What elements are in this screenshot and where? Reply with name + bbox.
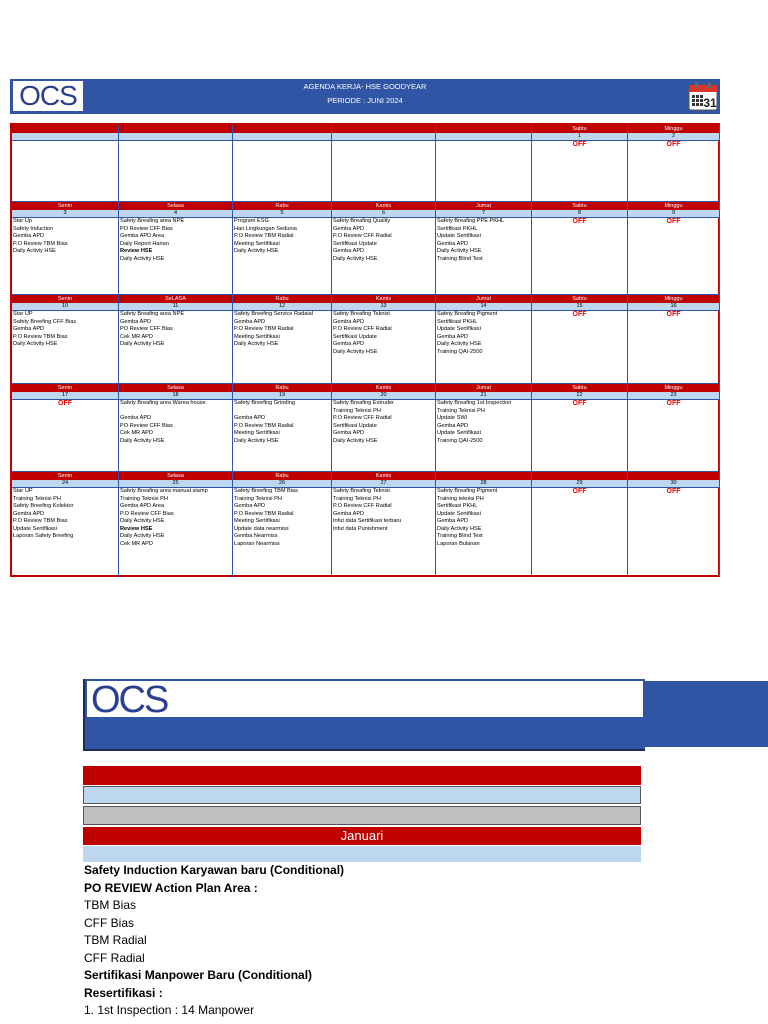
month-label: Januari bbox=[83, 827, 641, 845]
day-name bbox=[532, 472, 627, 480]
activity-item: Training teknisi PH bbox=[437, 495, 484, 502]
day-number: 20 bbox=[332, 392, 435, 400]
activity-item: P.O Review CFF Radial bbox=[333, 326, 392, 332]
off-label: OFF bbox=[572, 400, 587, 407]
activity-item: Gemba APD bbox=[437, 333, 469, 340]
activity-item: Sertifikasi Update bbox=[333, 240, 377, 247]
activity-item: Safety Breafing Quality bbox=[333, 218, 391, 224]
section-logo-box bbox=[87, 679, 643, 721]
agenda-list-item: Safety Induction Karyawan baru (Conditional) bbox=[84, 863, 345, 877]
activity-item: Training Teknisi PH bbox=[120, 495, 168, 502]
activity-item: P.O Review TBM Radial bbox=[234, 510, 294, 517]
day-number: 19 bbox=[233, 392, 331, 400]
activity-item: PO Review CFF Bias bbox=[120, 422, 173, 429]
activity-item: Daily Activity HSE bbox=[333, 255, 378, 262]
activity-item: Safety Breefing Grinding bbox=[234, 400, 295, 406]
day-number: 7 bbox=[436, 210, 531, 218]
activity-item: Gemba APD bbox=[437, 240, 469, 247]
day-name bbox=[119, 125, 232, 133]
agenda-list-item: CFF Bias bbox=[84, 915, 135, 930]
calendar-day-cell bbox=[436, 295, 532, 384]
agenda-title: AGENDA KERJA- HSE GOODYEAR bbox=[303, 82, 427, 91]
calendar-day-cell bbox=[436, 384, 532, 472]
day-name: Senin bbox=[12, 295, 118, 303]
day-name: Minggu bbox=[628, 295, 719, 303]
calendar-day-cell bbox=[12, 202, 119, 295]
day-name: Jumat bbox=[436, 295, 531, 303]
calendar-day-cell bbox=[119, 384, 233, 472]
activity-item: Daily Activity HSE bbox=[120, 341, 165, 347]
activity-item: Gemba APD bbox=[437, 422, 469, 429]
activity-item: Daily Activity HSE bbox=[120, 437, 165, 444]
activity-item: Daily Activity HSE bbox=[333, 437, 378, 444]
ocs-logo: OCS bbox=[13, 81, 83, 111]
calendar-day-cell bbox=[532, 125, 628, 202]
day-name: Rabu bbox=[233, 384, 331, 392]
activity-item: Laporan Nearmiss bbox=[234, 540, 280, 547]
activity-item: Daily Activity HSE bbox=[234, 341, 279, 347]
calendar-day-cell bbox=[12, 472, 119, 577]
activity-item: Sertifikasi Update bbox=[333, 422, 377, 429]
activity-item: Safety Breafing 1st Inspection bbox=[437, 400, 512, 406]
calendar-day-cell bbox=[332, 472, 436, 577]
calendar-day-cell bbox=[233, 384, 332, 472]
activity-item: PO Review CFF Bias bbox=[120, 225, 173, 232]
activity-item: P.O Review CFF Radial bbox=[333, 415, 392, 421]
activity-item: Gemba APD bbox=[13, 233, 45, 239]
ocs-logo-large: OCS bbox=[91, 679, 168, 721]
activity-item: Safety Breafing Pigment bbox=[437, 311, 498, 317]
activity-item: Star Up bbox=[13, 218, 32, 224]
day-number bbox=[233, 133, 331, 141]
day-name: Selasa bbox=[119, 202, 232, 210]
activity-item: Star UP bbox=[13, 488, 33, 494]
agenda-list-item: TBM Bias bbox=[84, 898, 137, 912]
activity-item: Review HSE bbox=[120, 525, 153, 532]
day-number: 8 bbox=[532, 210, 627, 218]
activity-item: Sertifikasi PKHL bbox=[437, 225, 478, 232]
activity-item bbox=[119, 408, 232, 416]
activity-item: Cek MR APD bbox=[120, 430, 153, 436]
day-number: 25 bbox=[119, 480, 232, 488]
day-name: SeLASA bbox=[119, 295, 232, 303]
day-name: Selasa bbox=[119, 384, 232, 392]
activity-item: Gemba APD Area bbox=[120, 503, 165, 509]
day-number: 18 bbox=[119, 392, 232, 400]
day-number: 1 bbox=[532, 133, 627, 141]
day-number: 2 bbox=[628, 133, 719, 141]
activity-item: Training Blind Test bbox=[437, 255, 483, 262]
agenda-header bbox=[10, 79, 720, 114]
day-number: 3 bbox=[12, 210, 118, 218]
activity-item: Hari Lingkungan Sedunia bbox=[234, 225, 297, 232]
off-label: OFF bbox=[58, 400, 72, 407]
activity-item: Safety Breafing Teknisi bbox=[333, 311, 390, 317]
activity-item: Training Teknisi PH bbox=[333, 495, 381, 502]
table-row-blue bbox=[83, 786, 641, 804]
activity-item: Update Sertifikasi bbox=[13, 525, 57, 532]
activity-item: Gemba APD bbox=[333, 341, 365, 347]
activity-item bbox=[233, 408, 331, 416]
off-label: OFF bbox=[666, 311, 681, 318]
calendar-day-cell bbox=[119, 202, 233, 295]
activity-item: Update Sertifikasi bbox=[437, 430, 481, 436]
calendar-day-cell bbox=[332, 295, 436, 384]
activity-item: Safety Induction bbox=[13, 225, 54, 232]
calendar-day-cell bbox=[332, 202, 436, 295]
calendar-day-cell bbox=[532, 472, 628, 577]
off-label: OFF bbox=[666, 141, 681, 148]
day-number: 16 bbox=[628, 303, 719, 311]
activity-item: P.O Review TBM Radial bbox=[234, 233, 294, 239]
calendar-day-cell bbox=[332, 384, 436, 472]
day-name: Kamis bbox=[332, 202, 435, 210]
activity-item: Training Blind Test bbox=[437, 533, 483, 539]
calendar-day-cell bbox=[628, 295, 720, 384]
day-number: 4 bbox=[119, 210, 232, 218]
off-label: OFF bbox=[572, 218, 587, 225]
activity-item: Daily Report Harian bbox=[120, 240, 169, 247]
activity-item: Gemba APD bbox=[437, 518, 469, 524]
activity-item: Training Teknisi PH bbox=[234, 495, 282, 502]
calendar-day-cell bbox=[119, 295, 233, 384]
calendar-day-cell bbox=[119, 125, 233, 202]
activity-item: Gemba APD bbox=[234, 503, 266, 509]
activity-item: Training Teknisi PH bbox=[333, 407, 381, 414]
activity-item: P.O Review TBM Bias bbox=[13, 518, 68, 524]
activity-item: Daily Activity HSE bbox=[333, 348, 378, 355]
activity-item: Gemba APD bbox=[333, 510, 365, 517]
activity-item: Daily Activiy HSE bbox=[13, 248, 56, 254]
day-name: Sabtu bbox=[532, 125, 627, 133]
agenda-list-item: TBM Radial bbox=[84, 933, 147, 947]
agenda-list-item: 1. 1st Inspection : 14 Manpower bbox=[84, 1003, 255, 1017]
activity-item: P.O Review CFF Bias bbox=[120, 510, 174, 517]
activity-item: Gemba APD bbox=[120, 318, 152, 325]
activity-item: P.O Review CFF Radial bbox=[333, 503, 392, 509]
day-name: Sabtu bbox=[532, 202, 627, 210]
day-number: 27 bbox=[332, 480, 435, 488]
calendar-day-cell bbox=[233, 125, 332, 202]
calendar-day-cell bbox=[233, 295, 332, 384]
activity-item: Daily Activity HSE bbox=[120, 518, 165, 524]
activity-item: Safety Breafing area NPE bbox=[120, 218, 185, 224]
agenda-list-item: Sertifikasi Manpower Baru (Conditional) bbox=[84, 968, 313, 982]
activity-item: Sertifikasi PKHL bbox=[437, 318, 478, 325]
activity-item: Gemba APD bbox=[120, 415, 152, 421]
activity-item: Training QAI-2500 bbox=[437, 348, 483, 355]
day-name bbox=[436, 472, 531, 480]
calendar-day-cell bbox=[628, 125, 720, 202]
day-name: Rabu bbox=[233, 472, 331, 480]
activity-item: Update Sertifikasi bbox=[437, 233, 481, 239]
activity-item: Daily Activity HSE bbox=[437, 248, 482, 254]
calendar-icon bbox=[688, 81, 718, 111]
day-name bbox=[332, 125, 435, 133]
activity-item: Gemba APD bbox=[333, 430, 365, 436]
calendar-day-cell bbox=[532, 384, 628, 472]
activity-item: Infut data Sertifikasi terbaru bbox=[333, 518, 402, 524]
day-number: 5 bbox=[233, 210, 331, 218]
table-header-red bbox=[83, 766, 641, 785]
day-number: 30 bbox=[628, 480, 719, 488]
calendar-grid bbox=[10, 123, 720, 577]
day-name: Sabtu bbox=[532, 384, 627, 392]
calendar-day-cell bbox=[233, 202, 332, 295]
section-header-extension bbox=[643, 681, 768, 747]
calendar-day-cell bbox=[119, 472, 233, 577]
day-number: 10 bbox=[12, 303, 118, 311]
day-number: 17 bbox=[12, 392, 118, 400]
day-number: 26 bbox=[233, 480, 331, 488]
activity-item: P.O Review TBM Radial bbox=[234, 422, 294, 429]
day-number bbox=[119, 133, 232, 141]
activity-item: Meeting Sertifikasi bbox=[234, 333, 280, 340]
activity-item: Gemba APD bbox=[13, 510, 45, 517]
day-number: 6 bbox=[332, 210, 435, 218]
day-name bbox=[436, 125, 531, 133]
activity-item: Safety Breefing Service Radaial bbox=[234, 311, 313, 317]
day-number bbox=[436, 133, 531, 141]
day-name: Minggu bbox=[628, 384, 719, 392]
calendar-day-cell bbox=[436, 125, 532, 202]
activity-item: P.O Review TBM Bias bbox=[13, 333, 68, 340]
day-name bbox=[12, 125, 118, 133]
activity-item: Safety Breafing area Warea house bbox=[120, 400, 206, 406]
agenda-list-item: PO REVIEW Action Plan Area : bbox=[84, 880, 258, 895]
activity-item: Training Teknisi PH bbox=[13, 495, 61, 502]
day-name: Sabtu bbox=[532, 295, 627, 303]
activity-item: Cek MR APD bbox=[120, 333, 153, 340]
activity-item: Gemba APD bbox=[333, 318, 365, 325]
activity-item: Gemba APD Area bbox=[120, 233, 165, 239]
agenda-period: PERIODE : JUNI 2024 bbox=[327, 96, 403, 105]
activity-item: Sertifikasi PKHL bbox=[437, 503, 478, 509]
off-label: OFF bbox=[666, 218, 681, 225]
activity-item: Program ESG bbox=[234, 218, 269, 224]
agenda-list bbox=[84, 862, 644, 1020]
activity-item: Safety Breefing CFF Bias bbox=[13, 318, 77, 325]
activity-item: Gemba APD bbox=[234, 318, 266, 325]
activity-item: Gemba APD bbox=[13, 326, 45, 332]
day-name: Kamis bbox=[332, 472, 435, 480]
off-label: OFF bbox=[572, 488, 587, 495]
day-name: Selasa bbox=[119, 472, 232, 480]
day-name: Jumat bbox=[436, 202, 531, 210]
activity-item: Daily Activity HSE bbox=[234, 437, 279, 444]
activity-item: Training QAI-2500 bbox=[437, 437, 483, 444]
section-header bbox=[83, 679, 645, 751]
activity-item: Sertifikasi Update bbox=[333, 333, 377, 340]
calendar-day-cell bbox=[12, 384, 119, 472]
calendar-day-cell bbox=[436, 472, 532, 577]
calendar-day-cell bbox=[12, 295, 119, 384]
calendar-day-cell bbox=[12, 125, 119, 202]
off-label: OFF bbox=[572, 311, 587, 318]
activity-item: Safety Breafing Teknisi bbox=[333, 488, 390, 494]
day-number: 29 bbox=[532, 480, 627, 488]
activity-item: Safety Breafing Extruder bbox=[333, 400, 394, 406]
day-name: Kamis bbox=[332, 295, 435, 303]
activity-item: Daily Activity HSE bbox=[437, 525, 482, 532]
day-name: Minggu bbox=[628, 202, 719, 210]
day-name: Rabu bbox=[233, 295, 331, 303]
activity-item: Daily Activity HSE bbox=[120, 255, 165, 262]
activity-item: P.O Review CFF Radial bbox=[333, 233, 392, 239]
calendar-day-cell bbox=[332, 125, 436, 202]
calendar-day-cell bbox=[233, 472, 332, 577]
month-subrow bbox=[83, 846, 641, 862]
activity-item: Safety Breefing Kolektor bbox=[13, 503, 74, 509]
activity-item: Daily Activity HSE bbox=[120, 533, 165, 539]
activity-item: Gemba APD bbox=[333, 225, 365, 232]
activity-item: Infut data Punishment bbox=[333, 525, 388, 532]
calendar-day-cell bbox=[532, 202, 628, 295]
activity-item: Safety Breafing area NPE bbox=[120, 311, 185, 317]
activity-item: Gemba Nearmiss bbox=[234, 533, 278, 539]
day-number bbox=[332, 133, 435, 141]
activity-item: Safety Breafing area manual stamp bbox=[120, 488, 208, 494]
agenda-list-item: Resertifikasi : bbox=[84, 985, 163, 1000]
day-name: Minggu bbox=[628, 125, 719, 133]
day-number bbox=[12, 133, 118, 141]
agenda-list-item: CFF Radial bbox=[84, 950, 145, 965]
day-number: 24 bbox=[12, 480, 118, 488]
activity-item: Meeting Sertifikasi bbox=[234, 430, 280, 436]
activity-item: P.O Review TBM Bias bbox=[13, 240, 68, 247]
activity-item: Star UP bbox=[13, 311, 33, 317]
activity-item: Safety Breafing PPE PKHL bbox=[437, 218, 505, 224]
activity-item: Laporan Bulanan bbox=[437, 540, 480, 547]
day-number: 23 bbox=[628, 392, 719, 400]
activity-item: Meeting Sertifikasi bbox=[234, 518, 280, 524]
activity-item: Daily Activity HSE bbox=[234, 248, 279, 254]
day-name: Senin bbox=[12, 202, 118, 210]
activity-item: Gemba APD bbox=[333, 248, 365, 254]
activity-item: Update Sertifikasi bbox=[437, 326, 481, 332]
activity-item: Cek MR APD bbox=[120, 540, 153, 547]
activity-item: Safety Breefing TBM Bias bbox=[234, 488, 298, 494]
day-name: Kamis bbox=[332, 384, 435, 392]
activity-item: Meeting Sertifikasi bbox=[234, 240, 280, 247]
day-name bbox=[628, 472, 719, 480]
day-number: 11 bbox=[119, 303, 232, 311]
day-name: Rabu bbox=[233, 202, 331, 210]
day-number: 21 bbox=[436, 392, 531, 400]
calendar-day-cell bbox=[628, 472, 720, 577]
day-name bbox=[233, 125, 331, 133]
day-number: 22 bbox=[532, 392, 627, 400]
calendar-day-cell bbox=[532, 295, 628, 384]
table-row-grey bbox=[83, 806, 641, 825]
activity-item: Laporan Safety Breefing bbox=[13, 533, 74, 539]
activity-item: Training Teknisi PH bbox=[437, 407, 485, 414]
day-number: 9 bbox=[628, 210, 719, 218]
activity-item: Review HSE bbox=[120, 248, 153, 254]
calendar-day-cell bbox=[628, 384, 720, 472]
calendar-icon-number: 31 bbox=[703, 96, 717, 110]
day-number: 14 bbox=[436, 303, 531, 311]
off-label: OFF bbox=[572, 141, 587, 148]
day-number: 12 bbox=[233, 303, 331, 311]
off-label: OFF bbox=[666, 488, 681, 495]
activity-item: Daily Activity HSE bbox=[437, 341, 482, 347]
activity-item: Safety Breafing Pigment bbox=[437, 488, 498, 494]
activity-item: Gemba APD bbox=[234, 415, 266, 421]
day-number: 15 bbox=[532, 303, 627, 311]
activity-item: Update Sertifikasi bbox=[437, 510, 481, 517]
day-number: 13 bbox=[332, 303, 435, 311]
day-name: Senin bbox=[12, 384, 118, 392]
day-name: Jumat bbox=[436, 384, 531, 392]
activity-item: Update SWI bbox=[437, 415, 468, 421]
activity-item: Update data nearmiss bbox=[234, 525, 289, 532]
activity-item: P.O Review TBM Radial bbox=[234, 326, 294, 332]
off-label: OFF bbox=[666, 400, 681, 407]
calendar-day-cell bbox=[436, 202, 532, 295]
day-number: 28 bbox=[436, 480, 531, 488]
calendar-day-cell bbox=[628, 202, 720, 295]
day-name: Senin bbox=[12, 472, 118, 480]
activity-item: Daily Activity HSE bbox=[13, 341, 58, 347]
activity-item: PO Review CFF Bias bbox=[120, 326, 173, 332]
